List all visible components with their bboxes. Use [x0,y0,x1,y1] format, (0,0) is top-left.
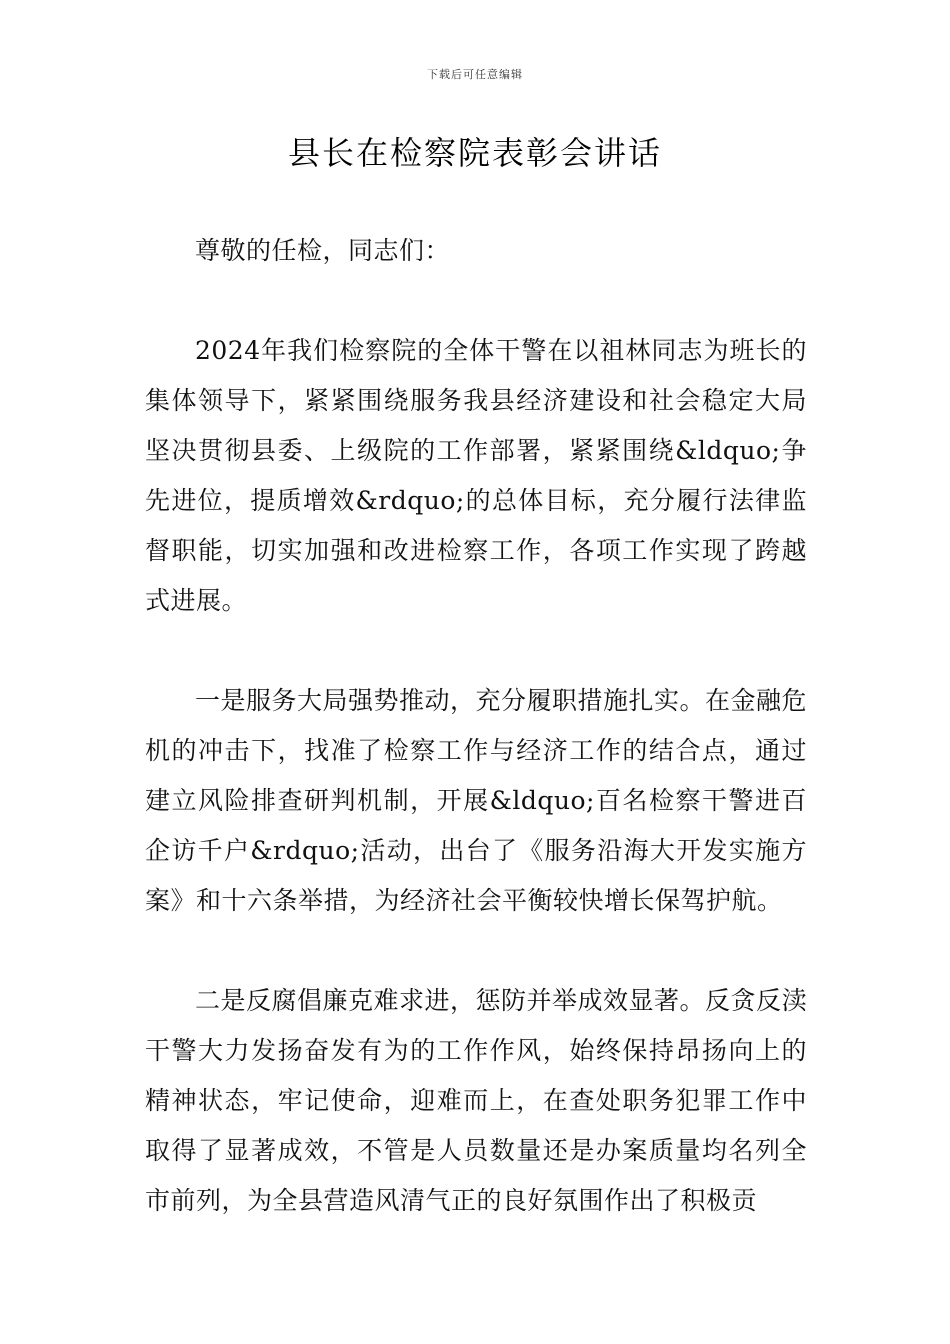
document-title: 县长在检察院表彰会讲话 [287,134,662,172]
paragraph-2: 一是服务大局强势推动，充分履职措施扎实。在金融危机的冲击下，找准了检察工作与经济工作的结合点，通过建立风险排查研判机制，开展&ldquo;百名检察干警进百企访千户&rdquo;活动，出台了《服务沿海大开发实施方案》和十六条举措，为经济社会平衡较快增长保驾护航。 [145,686,808,915]
document-body [145,226,807,1276]
paragraph-1: 2024年我们检察院的全体干警在以祖林同志为班长的集体领导下，紧紧围绕服务我县经济建设和社会稳定大局坚决贯彻县委、上级院的工作部署，紧紧围绕&ldquo;争先进位，提质增效&rdquo;的总体目标，充分履行法律监督职能，切实加强和改进检察工作，各项工作实现了跨越式进展。 [145,336,807,615]
paragraph-3: 二是反腐倡廉克难求进，惩防并举成效显著。反贪反渎干警大力发扬奋发有为的工作作风，始终保持昂扬向上的精神状态，牢记使命，迎难而上，在查处职务犯罪工作中取得了显著成效，不管是人员数量还是办案质量均名列全市前列，为全县营造风清气正的良好氛围作出了积极贡 [145,986,808,1215]
header-note: 下载后可任意编辑 [427,68,523,81]
salutation: 尊敬的任检，同志们： [195,236,451,265]
